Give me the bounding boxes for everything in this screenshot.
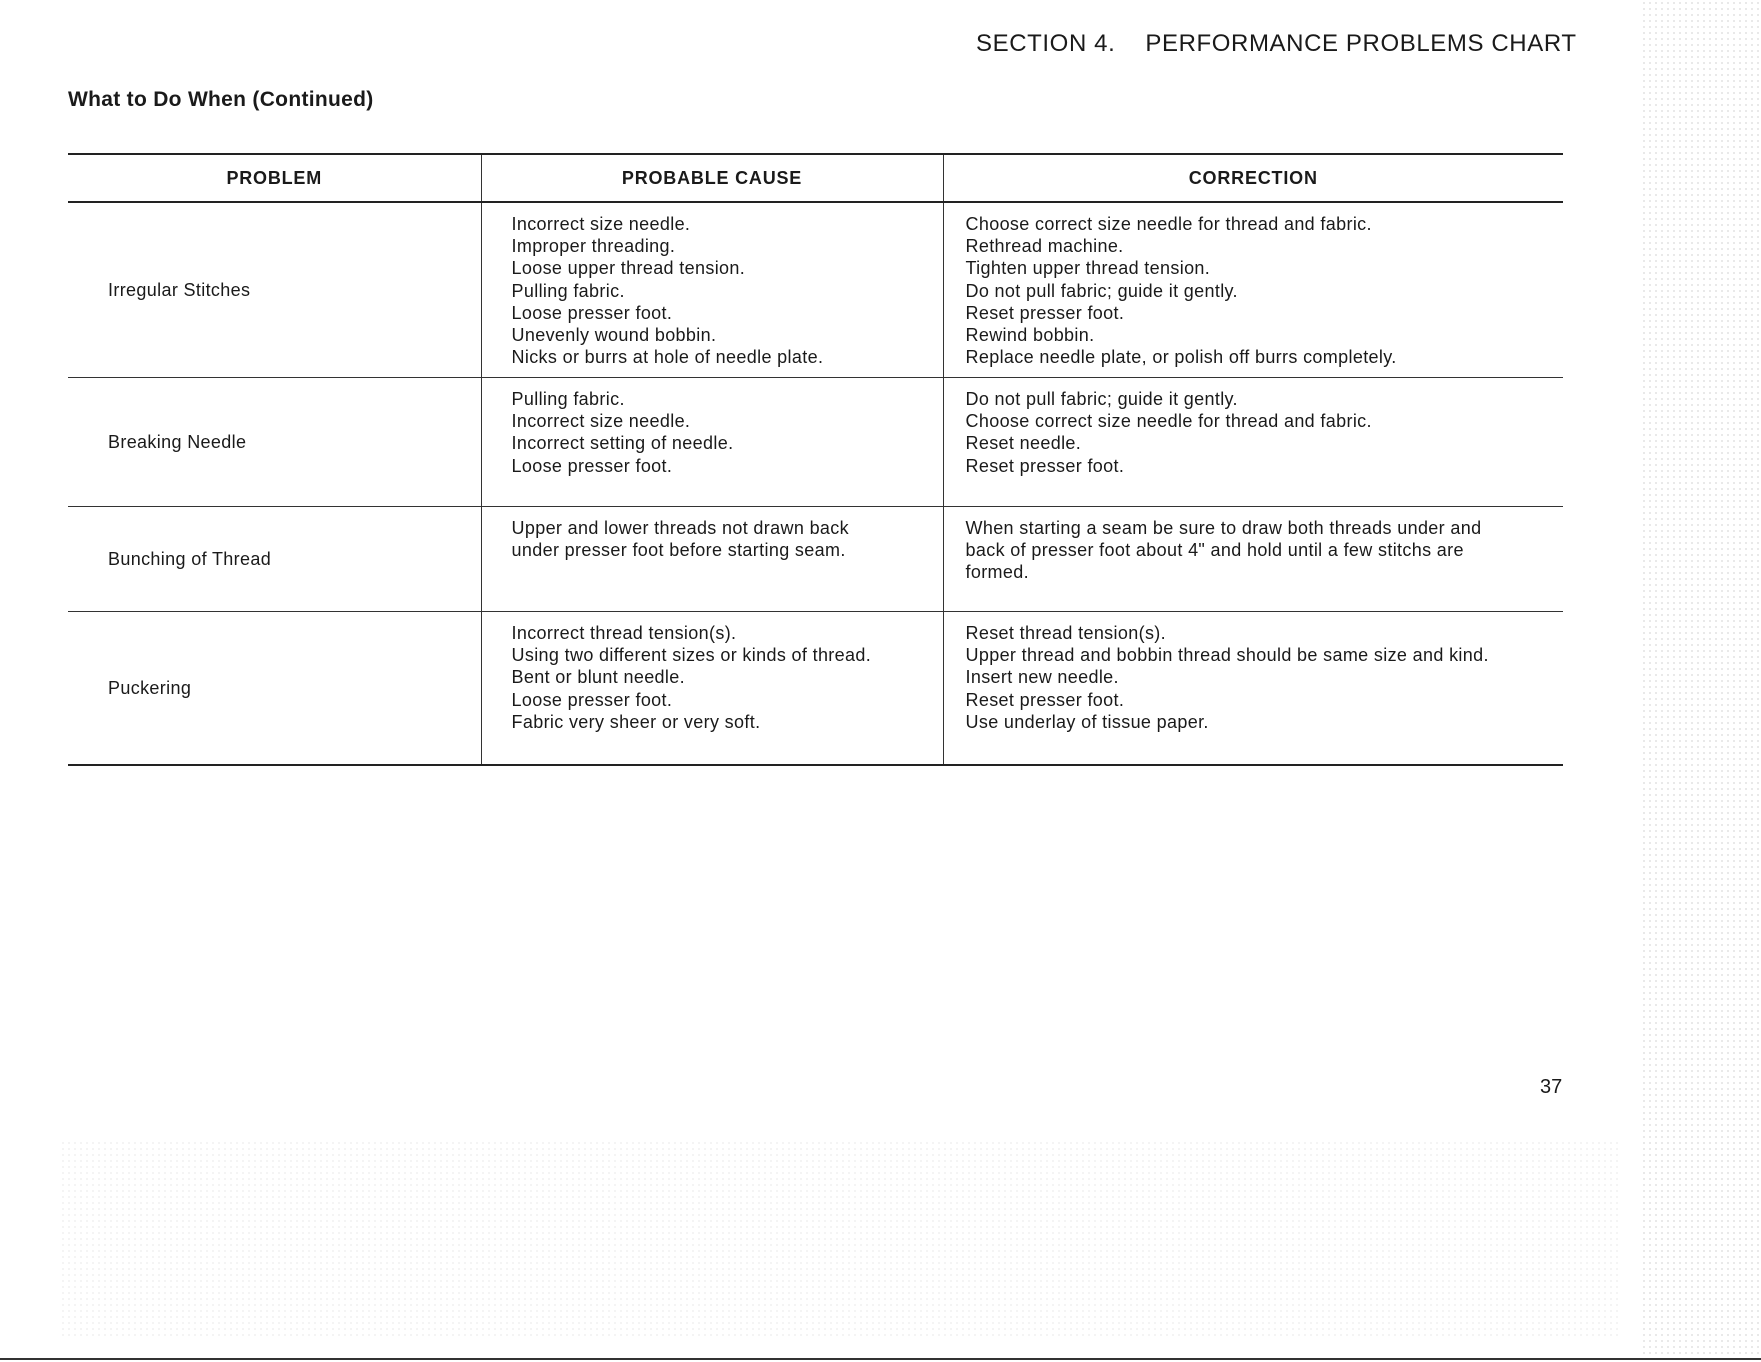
table-row xyxy=(68,612,1563,766)
cause-cell xyxy=(481,612,943,766)
cause-line: Pulling fabric. xyxy=(511,280,625,301)
cause-line: Loose upper thread tension. xyxy=(511,258,746,279)
correction-line: When starting a seam be sure to draw both threads under and xyxy=(965,518,1482,538)
page-subtitle: What to Do When (Continued) xyxy=(68,88,374,111)
correction-line: Insert new needle. xyxy=(965,667,1119,688)
cause-line: Using two different sizes or kinds of thread. xyxy=(511,645,872,666)
cause-line: Loose presser foot. xyxy=(511,302,673,323)
column-header-problem: PROBLEM xyxy=(68,154,481,202)
correction-line: back of presser foot about 4" and hold until a few stitchs are xyxy=(965,540,1464,561)
correction-line: Replace needle plate, or polish off burrs completely. xyxy=(965,347,1397,368)
cause-line: Upper and lower threads not drawn back xyxy=(511,518,849,538)
correction-line: Reset presser foot. xyxy=(965,302,1125,323)
cause-line: Loose presser foot. xyxy=(511,689,673,710)
column-header-probable-cause: PROBABLE CAUSE xyxy=(481,154,943,202)
correction-line: Reset needle. xyxy=(965,433,1082,454)
correction-line: Reset presser foot. xyxy=(965,455,1125,476)
cause-line: Incorrect size needle. xyxy=(511,214,691,234)
cause-cell xyxy=(481,507,943,612)
cause-line: Pulling fabric. xyxy=(511,389,625,409)
cause-line: Incorrect size needle. xyxy=(511,411,691,432)
cause-line: Loose presser foot. xyxy=(511,455,673,476)
scan-noise-right xyxy=(1641,0,1761,1362)
cause-line: Incorrect thread tension(s). xyxy=(511,623,737,643)
table-row xyxy=(68,202,1563,378)
performance-problems-table xyxy=(68,153,1563,766)
correction-line: Tighten upper thread tension. xyxy=(965,258,1211,279)
cause-line: Nicks or burrs at hole of needle plate. xyxy=(511,347,824,368)
section-number: SECTION 4. xyxy=(976,30,1116,57)
correction-line: Rethread machine. xyxy=(965,236,1124,257)
correction-cell xyxy=(943,202,1563,378)
correction-line: Choose correct size needle for thread and fabric. xyxy=(965,411,1372,432)
section-title: PERFORMANCE PROBLEMS CHART xyxy=(1145,30,1577,57)
cause-cell xyxy=(481,378,943,507)
table-row xyxy=(68,507,1563,612)
problem-cell: Irregular Stitches xyxy=(68,202,481,378)
problem-cell: Puckering xyxy=(108,677,192,698)
correction-line: Do not pull fabric; guide it gently. xyxy=(965,389,1238,409)
correction-cell xyxy=(943,378,1563,507)
correction-line: formed. xyxy=(965,562,1029,583)
scan-noise-bottom xyxy=(60,1140,1620,1340)
cause-line: Bent or blunt needle. xyxy=(511,667,685,688)
correction-line: Reset thread tension(s). xyxy=(965,623,1166,643)
cause-line: Fabric very sheer or very soft. xyxy=(511,711,761,732)
correction-line: Upper thread and bobbin thread should be same size and kind. xyxy=(965,645,1489,666)
cause-line: Incorrect setting of needle. xyxy=(511,433,734,454)
page-bottom-edge xyxy=(0,1358,1761,1360)
table-header-row xyxy=(68,154,1563,202)
correction-line: Do not pull fabric; guide it gently. xyxy=(965,280,1238,301)
correction-line: Use underlay of tissue paper. xyxy=(965,711,1209,732)
problem-cell: Breaking Needle xyxy=(68,378,481,507)
cause-line: Unevenly wound bobbin. xyxy=(511,325,717,346)
correction-line: Choose correct size needle for thread and fabric. xyxy=(965,214,1372,234)
correction-cell xyxy=(943,507,1563,612)
column-header-correction: CORRECTION xyxy=(943,154,1563,202)
correction-line: Reset presser foot. xyxy=(965,689,1125,710)
correction-line: Rewind bobbin. xyxy=(965,325,1095,346)
cause-line: under presser foot before starting seam. xyxy=(511,540,846,561)
page-number: 37 xyxy=(1540,1076,1563,1098)
problem-cell: Bunching of Thread xyxy=(68,507,481,612)
cause-cell xyxy=(481,202,943,378)
correction-cell xyxy=(943,612,1563,766)
table-row xyxy=(68,378,1563,507)
section-heading xyxy=(976,30,1577,58)
cause-line: Improper threading. xyxy=(511,236,676,257)
